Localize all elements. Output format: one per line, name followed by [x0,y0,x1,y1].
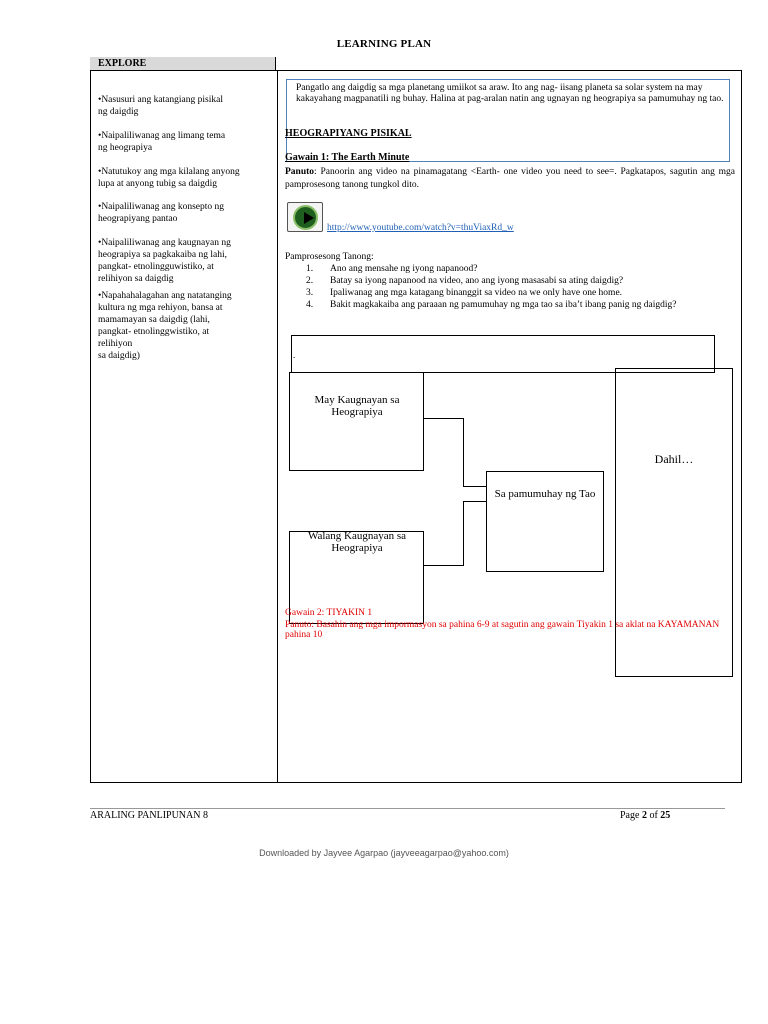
gawain2-title: Gawain 2: TIYAKIN 1 [285,608,373,618]
box-walang-kaugnayan-label: Walang Kaugnayan sa Heograpiya [307,530,407,554]
page-total: 25 [660,810,671,821]
objective-item: •Napahahalagahan ang natatanging kultura ng mga rehiyon, bansa at mamamayan sa daigdig (lahi, pangkat- etnolinggwistiko, at relihiyon sa daigdig) [98,291,232,361]
gawain1-panuto [285,166,735,192]
question-item [306,275,726,287]
download-credit: Downloaded by Jayvee Agarpao (jayveeagarpao@yahoo.com) [259,848,509,858]
questions-title: Pamprosesong Tanong: [285,252,374,262]
footer-page-number [620,810,670,821]
play-video-icon[interactable] [287,202,323,232]
box-may-kaugnayan-label: May Kaugnayan sa Heograpiya [314,394,400,418]
objective-item: •Naipaliliwanag ang konsepto ng heograpiyang pantao [98,202,225,224]
panuto-label: Panuto [285,167,315,177]
question-item [306,299,726,311]
footer-divider [90,808,725,809]
questions-list [306,263,726,311]
video-link[interactable]: http://www.youtube.com/watch?v=thuViaxRd_w [327,223,514,233]
document-title: LEARNING PLAN [336,38,432,50]
play-triangle-icon [304,212,314,224]
table-header-row [90,57,742,71]
question-item [306,287,726,299]
box-may-kaugnayan [289,372,424,471]
section-title: HEOGRAPIYANG PISIKAL [285,128,412,139]
page-current: 2 [641,810,647,821]
column-divider [277,71,278,783]
question-number: 4. [306,300,314,310]
question-number: 2. [306,276,314,286]
objective-item: •Natutukoy ang mga kilalang anyong lupa at anyong tubig sa daigdig [98,167,240,189]
connector-line [424,565,464,566]
panuto-text: : Panoorin ang video na pinamagatang <Earth- one video you need to see=. Pagkatapos, sagutin ang mga pamprosesong tanong tungkol dito. [285,167,735,190]
question-number: 1. [306,264,314,274]
objective-item: •Nasusuri ang katangiang pisikal ng daigdig [98,95,223,117]
objective-item: •Naipaliliwanag ang kaugnayan ng heograpiya sa pagkakaiba ng lahi, pangkat- etnolingguwistiko, at relihiyon sa daigdig [98,238,231,284]
section-label: EXPLORE [98,58,147,69]
question-item [306,263,726,275]
objective-item: •Naipaliliwanag ang limang tema ng heograpiya [98,131,226,153]
question-text: Ano ang mensahe ng iyong napanood? [330,264,478,274]
gawain1-title: Gawain 1: The Earth Minute [285,152,410,163]
connector-line [463,486,487,487]
diagram-dot: . [293,350,296,360]
intro-text: Pangatlo ang daigdig sa mga planetang umiikot sa araw. Ito ang nag- iisang planeta sa solar system na may kakayahang magpanatili ng buhay. Halina at pag-aralan natin ang ugnayan ng heograpiya sa pamumuhay ng tao. [296,83,724,104]
page-of: of [649,810,658,821]
question-text: Ipaliwanag ang mga katagang binanggit sa video na we only have one home. [330,288,623,298]
connector-line [463,501,487,502]
connector-line [463,501,464,565]
question-text: Batay sa iyong napanood na video, ano ang iyong masasabi sa ating daigdig? [330,276,624,286]
connector-line [463,418,464,487]
box-dahil-label: Dahil… [654,452,694,466]
gawain2-panuto: Panuto: Basahin ang mga impormasyon sa pahina 6-9 at sagutin ang gawain Tiyakin 1 sa aklat na KAYAMANAN pahina 10 [285,620,720,640]
page-label: Page [620,810,640,821]
box-pamumuhay-label: Sa pamumuhay ng Tao [494,488,596,500]
connector-line [424,418,464,419]
box-pamumuhay [486,471,604,572]
question-number: 3. [306,288,314,298]
play-circle [293,205,318,230]
question-text: Bakit magkakaiba ang paraaan ng pamumuhay ng mga tao sa iba’t ibang panig ng daigdig? [330,300,677,310]
footer-subject: ARALING PANLIPUNAN 8 [90,810,208,821]
